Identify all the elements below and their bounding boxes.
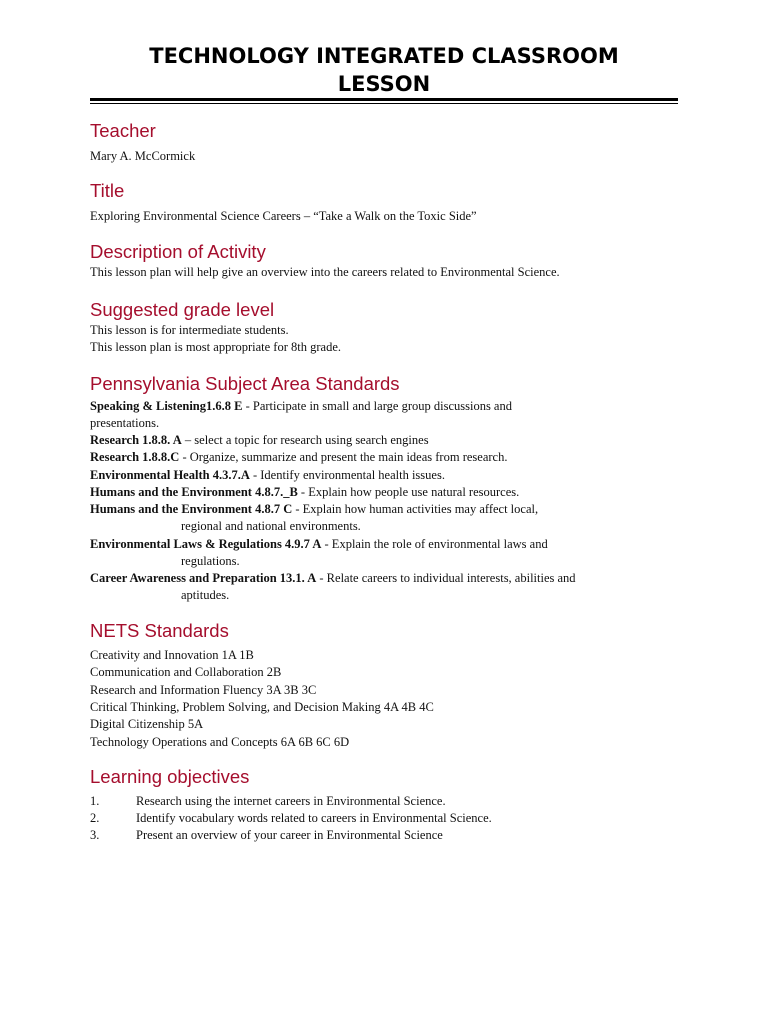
nets-line: Technology Operations and Concepts 6A 6B 6C 6D: [90, 735, 350, 749]
teacher-heading: Teacher: [90, 120, 156, 141]
pa-standard-item: [90, 536, 548, 553]
pa-standards-heading: Pennsylvania Subject Area Standards: [90, 373, 400, 394]
pa-standard-desc: - Identify environmental health issues.: [249, 468, 445, 482]
document-title-line2: LESSON: [337, 72, 431, 96]
pa-standard-code: Humans and the Environment 4.8.7 C: [90, 502, 293, 516]
pa-standard-cont: presentations.: [90, 416, 160, 430]
pa-standard-desc: - Explain how human activities may affect local,: [292, 502, 539, 516]
objectives-heading: Learning objectives: [90, 766, 250, 787]
pa-standard-item: [90, 467, 445, 484]
lesson-title-text: Exploring Environmental Science Careers – “Take a Walk on the Toxic Side”: [90, 209, 477, 223]
nets-line: Research and Information Fluency 3A 3B 3C: [90, 683, 317, 697]
nets-line: Creativity and Innovation 1A 1B: [90, 648, 254, 662]
grade-level-line: This lesson plan is most appropriate for 8th grade.: [90, 340, 341, 354]
objective-number: 2.: [90, 811, 100, 825]
nets-line: Digital Citizenship 5A: [90, 717, 204, 731]
grade-level-heading: Suggested grade level: [90, 299, 275, 320]
description-heading: Description of Activity: [90, 241, 266, 262]
document-title: [90, 42, 678, 98]
pa-standard-code: Environmental Laws & Regulations 4.9.7 A: [90, 537, 322, 551]
pa-standard-item: [90, 432, 429, 449]
title-rule-thick: [90, 98, 678, 101]
description-text: This lesson plan will help give an overview into the careers related to Environmental Science.: [90, 265, 560, 279]
nets-heading: NETS Standards: [90, 620, 229, 641]
pa-standard-code: Research 1.8.8.C: [90, 450, 180, 464]
pa-standard-desc: – select a topic for research using search engines: [181, 433, 429, 447]
objective-text: Research using the internet careers in Environmental Science.: [136, 794, 446, 808]
pa-standard-item: [90, 449, 507, 466]
pa-standard-item: [90, 484, 519, 501]
pa-standard-desc: - Explain how people use natural resources.: [297, 485, 520, 499]
pa-standard-code: Speaking & Listening1.6.8 E: [90, 399, 243, 413]
pa-standard-code: Environmental Health 4.3.7.A: [90, 468, 250, 482]
objective-text: Identify vocabulary words related to careers in Environmental Science.: [136, 811, 492, 825]
teacher-name: Mary A. McCormick: [90, 149, 196, 163]
objective-text: Present an overview of your career in Environmental Science: [136, 828, 443, 842]
title-heading: Title: [90, 180, 125, 201]
pa-standard-desc: - Explain the role of environmental laws and: [321, 537, 548, 551]
objective-number: 1.: [90, 794, 100, 808]
pa-standard-code: Humans and the Environment 4.8.7._B: [90, 485, 298, 499]
pa-standard-item: [90, 501, 538, 518]
objective-number: 3.: [90, 828, 100, 842]
pa-standard-item: [90, 398, 512, 415]
nets-line: Critical Thinking, Problem Solving, and Decision Making 4A 4B 4C: [90, 700, 434, 714]
pa-standard-code: Career Awareness and Preparation 13.1. A: [90, 571, 317, 585]
pa-standard-cont: regional and national environments.: [181, 519, 361, 533]
grade-level-line: This lesson is for intermediate students.: [90, 323, 289, 337]
nets-line: Communication and Collaboration 2B: [90, 665, 282, 679]
title-rule-thin: [90, 103, 678, 104]
pa-standard-code: Research 1.8.8. A: [90, 433, 182, 447]
pa-standard-cont: aptitudes.: [181, 588, 230, 602]
pa-standard-desc: - Organize, summarize and present the main ideas from research.: [179, 450, 508, 464]
document-title-line1: TECHNOLOGY INTEGRATED CLASSROOM: [149, 44, 619, 68]
pa-standard-item: [90, 570, 576, 587]
pa-standard-cont: regulations.: [181, 554, 240, 568]
pa-standard-desc: - Relate careers to individual interests, abilities and: [316, 571, 576, 585]
pa-standard-desc: - Participate in small and large group discussions and: [242, 399, 512, 413]
